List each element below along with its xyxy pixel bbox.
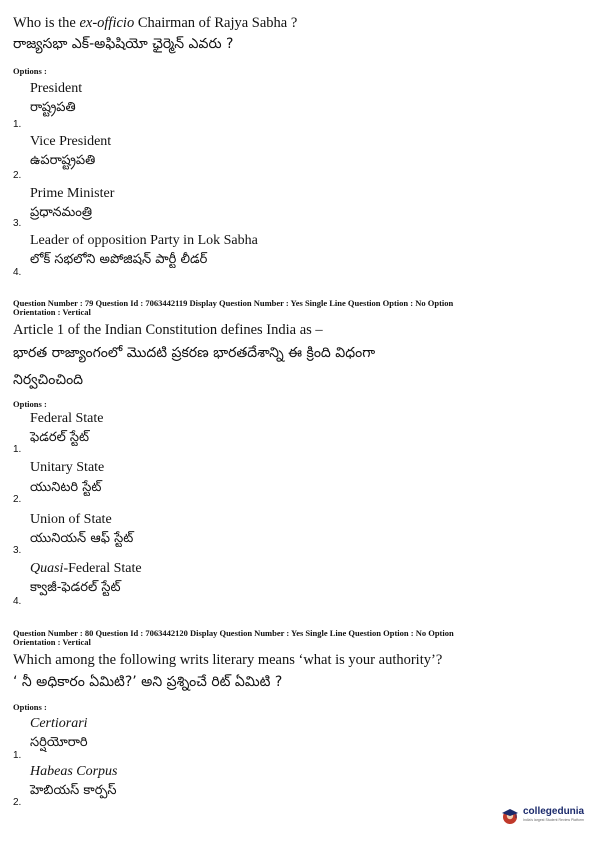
logo-name: collegedunia — [523, 806, 585, 817]
graduation-cap-icon — [500, 806, 520, 826]
question-meta-orientation: Orientation : Vertical — [13, 307, 91, 317]
option-number: 2. — [13, 170, 22, 181]
option-text-te: సర్షియోరారి — [30, 735, 88, 750]
option-text-te: ప్రధానమంత్రి — [30, 205, 92, 220]
question-78-text-te: రాజ్యసభా ఎక్-అఫిషియో ఛైర్మెన్ ఎవరు ? — [13, 36, 234, 52]
option-number: 2. — [13, 797, 22, 808]
collegedunia-logo[interactable] — [500, 806, 584, 826]
option-text-te: యునియన్ ఆఫ్ స్టేట్ — [30, 531, 134, 546]
option-text-te: హెబియస్ కార్పస్ — [30, 783, 117, 798]
options-label: Options : — [13, 702, 47, 712]
option-number: 1. — [13, 119, 22, 130]
option-text-en: Leader of opposition Party in Lok Sabha — [30, 233, 258, 248]
options-label: Options : — [13, 399, 47, 409]
option-text-te: రాష్ట్రపతి — [30, 100, 76, 115]
option-text-en: Vice President — [30, 134, 112, 149]
option-text-en: Unitary State — [30, 460, 105, 475]
question-79-text-te-cont: నిర్వచించింది — [13, 372, 84, 388]
question-80-text-en: Which among the following writs literary means ‘what is your authority’? — [13, 652, 443, 668]
option-number: 4. — [13, 267, 22, 278]
option-number: 3. — [13, 545, 22, 556]
question-meta: Question Number : 80 Question Id : 7063442120 Display Question Number : Yes Single Line Question Option : No Option — [13, 628, 454, 638]
option-text-te: ఉపరాష్ట్రపతి — [30, 153, 96, 168]
option-text-te: క్వాజీ-ఫెడరల్ స్టేట్ — [30, 580, 121, 595]
question-79-text-te: భారత రాజ్యాంగంలో మొదటి ప్రకరణ భారతదేశాన్ని ఈ క్రింది విధంగా — [13, 345, 376, 361]
option-number: 2. — [13, 494, 22, 505]
option-text-en: President — [30, 81, 83, 96]
logo-tagline: India's largest Student Review Platform — [523, 818, 584, 822]
option-number: 1. — [13, 750, 22, 761]
question-meta: Question Number : 79 Question Id : 7063442119 Display Question Number : Yes Single Line Question Option : No Option — [13, 298, 454, 308]
option-text-en: Prime Minister — [30, 186, 115, 201]
question-meta-orientation: Orientation : Vertical — [13, 637, 91, 647]
option-text-en: Union of State — [30, 512, 112, 527]
option-text-te: యునిటరి స్టేట్ — [30, 480, 102, 495]
option-text-en: Habeas Corpus — [30, 764, 118, 779]
options-label: Options : — [13, 66, 47, 76]
option-text-te: ఫెడరల్ స్టేట్ — [30, 430, 90, 445]
question-79-text-en: Article 1 of the Indian Constitution defines India as – — [13, 322, 323, 338]
option-text-en: Certiorari — [30, 716, 88, 731]
question-80-text-te: ‘ నీ అధికారం ఏమిటి?’ అని ప్రశ్నించే రిట్ ఏమిటి ? — [13, 674, 283, 690]
option-text-te: లోక్ సభలోని అపోజిషన్ పార్టీ లీడర్ — [30, 252, 208, 267]
option-text-en: Quasi-Federal State — [30, 561, 142, 576]
option-number: 4. — [13, 596, 22, 607]
option-text-en: Federal State — [30, 411, 104, 426]
option-number: 1. — [13, 444, 22, 455]
question-78-text-en: Who is the ex-officio Chairman of Rajya Sabha ? — [13, 15, 298, 31]
option-number: 3. — [13, 218, 22, 229]
